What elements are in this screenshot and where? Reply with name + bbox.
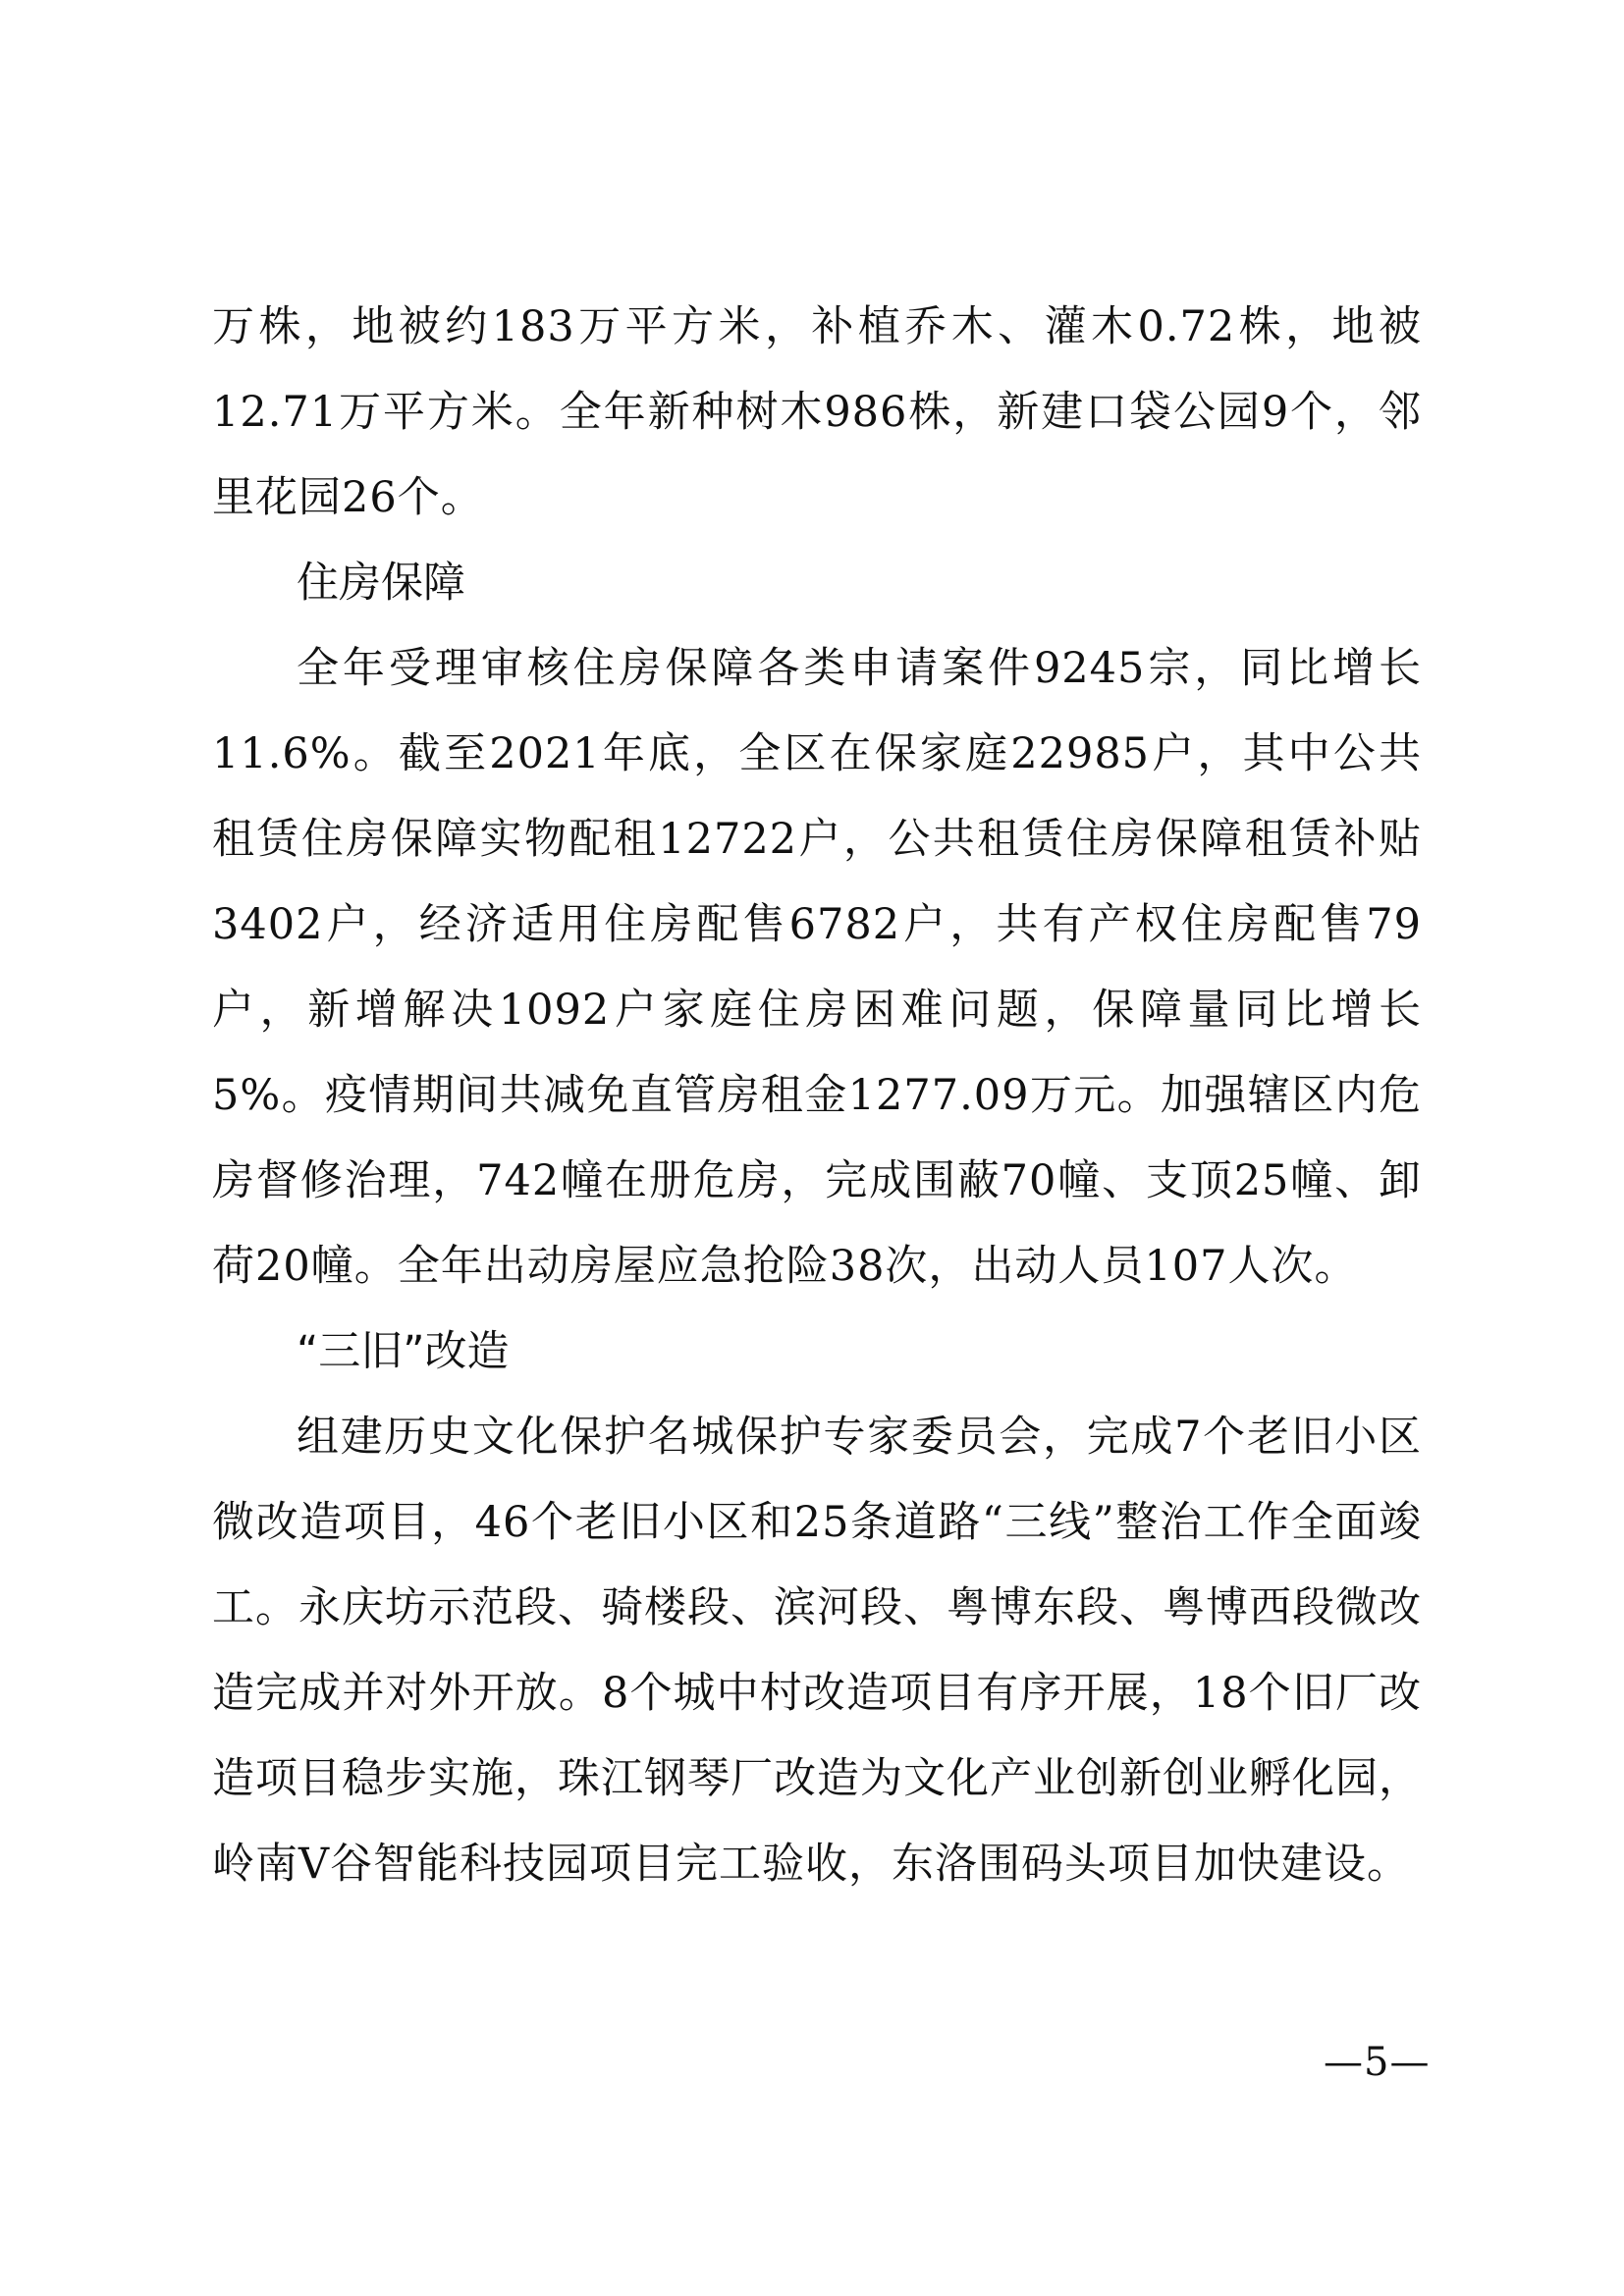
- section-body-renovation: 组建历史文化保护名城保护专家委员会，完成7个老旧小区微改造项目，46个老旧小区和25条道路“三线”整治工作全面竣工。永庆坊示范段、骑楼段、滨河段、粤博东段、粤博西段微改造完成并对外开放。8个城中村改造项目有序开展，18个旧厂改造项目稳步实施，珠江钢琴厂改造为文化产业创新创业孵化园，岭南V谷智能科技园项目完工验收，东洛围码头项目加快建设。: [212, 1413, 1422, 1889]
- section-body-housing: 全年受理审核住房保障各类申请案件9245宗，同比增长11.6%。截至2021年底，全区在保家庭22985户，其中公共租赁住房保障实物配租12722户，公共租赁住房保障租赁补贴3402户，经济适用住房配售6782户，共有产权住房配售79户，新增解决1092户家庭住房困难问题，保障量同比增长5%。疫情期间共减免直管房租金1277.09万元。加强辖区内危房督修治理，742幢在册危房，完成围蔽70幢、支顶25幢、卸荷20幢。全年出动房屋应急抢险38次，出动人员107人次。: [212, 644, 1422, 1291]
- section-heading-renovation: “三旧”改造: [297, 1327, 510, 1376]
- section-heading-housing: 住房保障: [297, 559, 465, 608]
- intro-paragraph: 万株，地被约183万平方米，补植乔木、灌木0.72株，地被12.71万平方米。全年新种树木986株，新建口袋公园9个，邻里花园26个。: [212, 302, 1422, 522]
- document-body: [212, 285, 1422, 1907]
- page-number: —5—: [1324, 2040, 1431, 2085]
